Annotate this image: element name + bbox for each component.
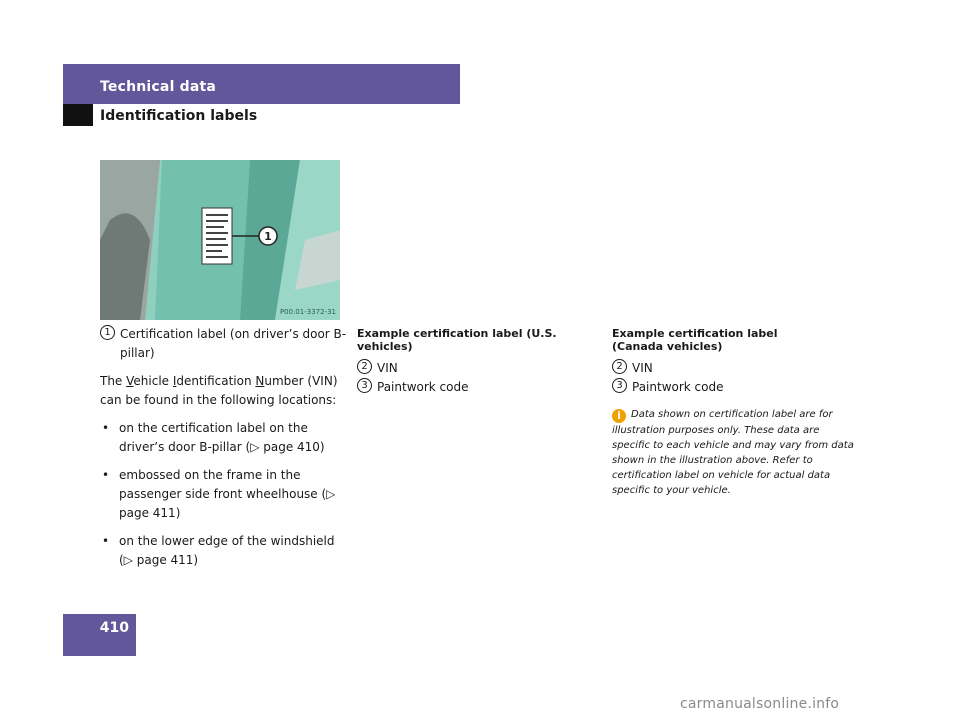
legend-number-1: 1 [100,325,115,340]
certification-label-photo [100,160,340,320]
column-right [612,327,857,498]
legend-text-2: VIN [632,361,653,375]
us-label-caption: Example certification label (U.S. vehicles) [357,327,557,353]
legend-item-2 [357,359,597,378]
column-middle [357,327,597,397]
info-note [612,407,857,498]
legend-item-1 [100,325,350,363]
legend-text-1: Certification label (on driver’s door B-pillar) [120,327,347,360]
door-pillar-illustration [100,160,340,320]
legend-item-3 [612,378,857,397]
legend-number-3: 3 [357,378,372,393]
watermark: carmanualsonline.info [680,696,840,712]
legend-item-2 [612,359,857,378]
vin-location-list [100,419,350,570]
page-number: 410 [99,620,129,636]
legend-text-2: VIN [377,361,398,375]
section-title: Technical data [100,79,217,95]
list-item: • on the lower edge of the windshield (▷ page 411) [100,532,350,570]
vin-intro: The Vehicle Identification Number (VIN) can be found in the following locations: [100,374,338,407]
legend-text-3: Paintwork code [632,380,724,394]
section-tab-marker [63,104,93,126]
legend-number-3: 3 [612,378,627,393]
legend-number-2: 2 [357,359,372,374]
info-text: Data shown on certification label are for illustration purposes only. These data are specific to each vehicle and may vary from data shown in the illustration above. Refer to certification label on vehicle for actual data specific to your vehicle. [612,409,854,496]
subsection-title: Identification labels [100,108,258,124]
info-icon: i [612,409,626,423]
legend-item-3 [357,378,597,397]
list-item: • embossed on the frame in the passenger side front wheelhouse (▷ page 411) [100,466,350,523]
image-code: P00.01-3372-31 [279,308,336,316]
canada-label-caption: Example certification label (Canada vehicles) [612,327,778,353]
legend-number-2: 2 [612,359,627,374]
callout-1-label: 1 [264,230,272,243]
column-left [100,325,350,579]
list-item: • on the certification label on the driver’s door B-pillar (▷ page 410) [100,419,350,457]
legend-text-3: Paintwork code [377,380,469,394]
